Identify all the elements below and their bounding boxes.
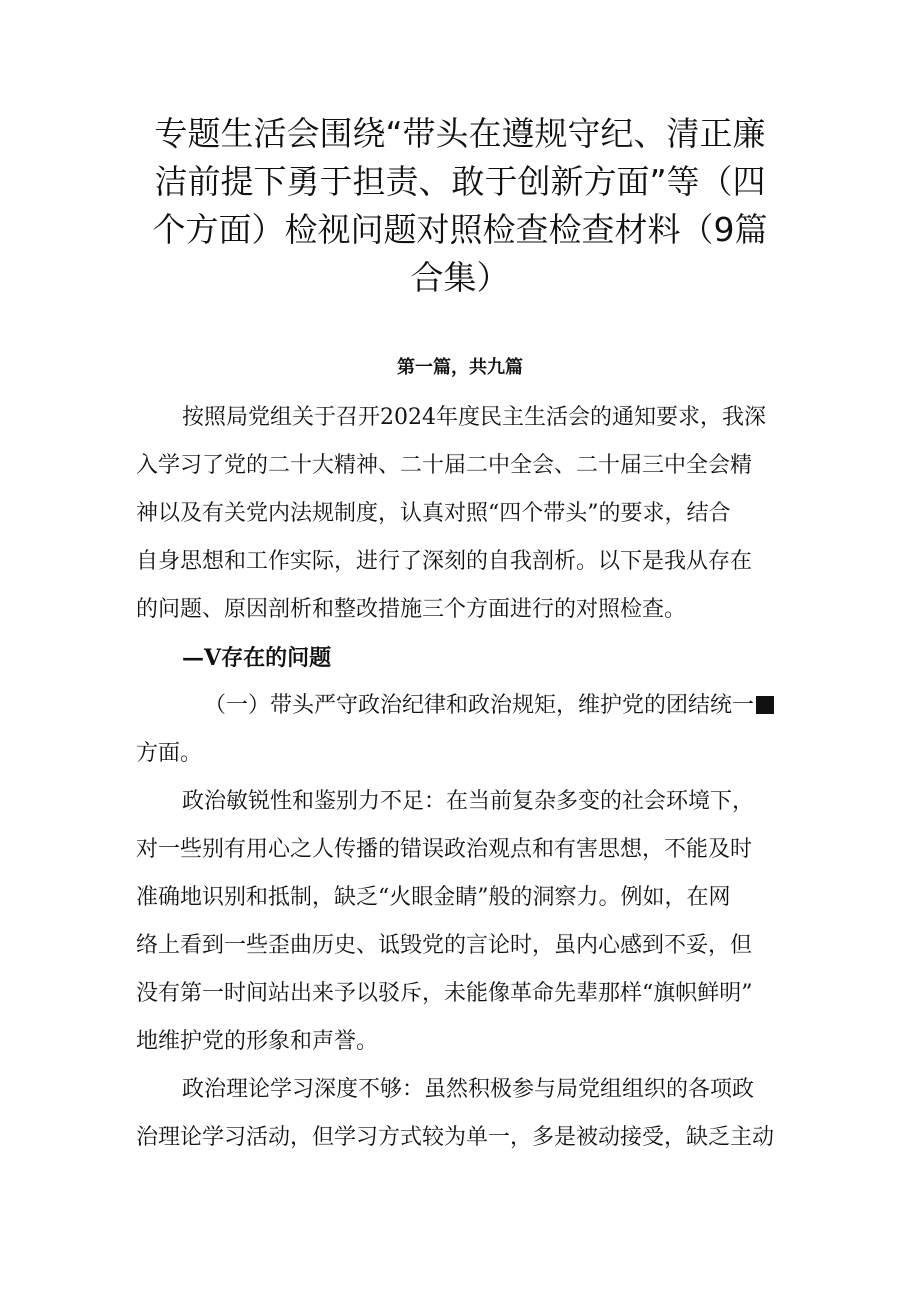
paragraph-line: 政治敏锐性和鉴别力不足：在当前复杂多变的社会环境下， [182, 789, 755, 814]
paragraph-line: 入学习了党的二十大精神、二十届二中全会、二十届三中全会精 [136, 453, 753, 478]
subsection-heading-continued: 方面。 [136, 741, 203, 766]
subsection-heading [204, 682, 774, 730]
black-square-mark [756, 696, 774, 714]
paragraph-line: 地维护党的形象和声誉。 [136, 1029, 379, 1054]
subsection-text: （一）带头严守政治纪律和政治规矩，维护党的团结统一 [204, 693, 755, 718]
paragraph-line: 对一些别有用心之人传播的错误政治观点和有害思想，不能及时 [136, 837, 753, 862]
paragraph-line: 神以及有关党内法规制度，认真对照“四个带头”的要求，结合 [136, 501, 731, 526]
paragraph-line: 的问题、原因剖析和整改措施三个方面进行的对照检查。 [136, 597, 687, 622]
section-heading: —V存在的问题 [182, 645, 332, 671]
paragraph-line: 政治理论学习深度不够：虽然积极参与局党组组织的各项政 [182, 1077, 755, 1102]
title-line: 洁前提下勇于担责、敢于创新方面”等（四 [154, 162, 766, 201]
paragraph-line: 自身思想和工作实际，进行了深刻的自我剖析。以下是我从存在 [136, 549, 753, 574]
title-line: 个方面）检视问题对照检查检查材料（9篇 [152, 210, 768, 249]
title-line: 合集） [410, 258, 510, 297]
paragraph-line: 准确地识别和抵制，缺乏“火眼金睛”般的洞察力。例如，在网 [136, 885, 731, 910]
title-line: 专题生活会围绕“带头在遵规守纪、清正廉 [154, 114, 766, 153]
document-subtitle: 第一篇，共九篇 [397, 357, 523, 378]
document-title [120, 110, 800, 302]
paragraph-line: 治理论学习活动，但学习方式较为单一，多是被动接受，缺乏主动 [136, 1125, 775, 1150]
paragraph-line: 络上看到一些歪曲历史、诋毁党的言论时，虽内心感到不妥，但 [136, 933, 753, 958]
paragraph-line: 没有第一时间站出来予以驳斥，未能像革命先辈那样“旗帜鲜明” [136, 981, 753, 1006]
paragraph-line: 按照局党组关于召开2024年度民主生活会的通知要求，我深 [182, 405, 766, 430]
